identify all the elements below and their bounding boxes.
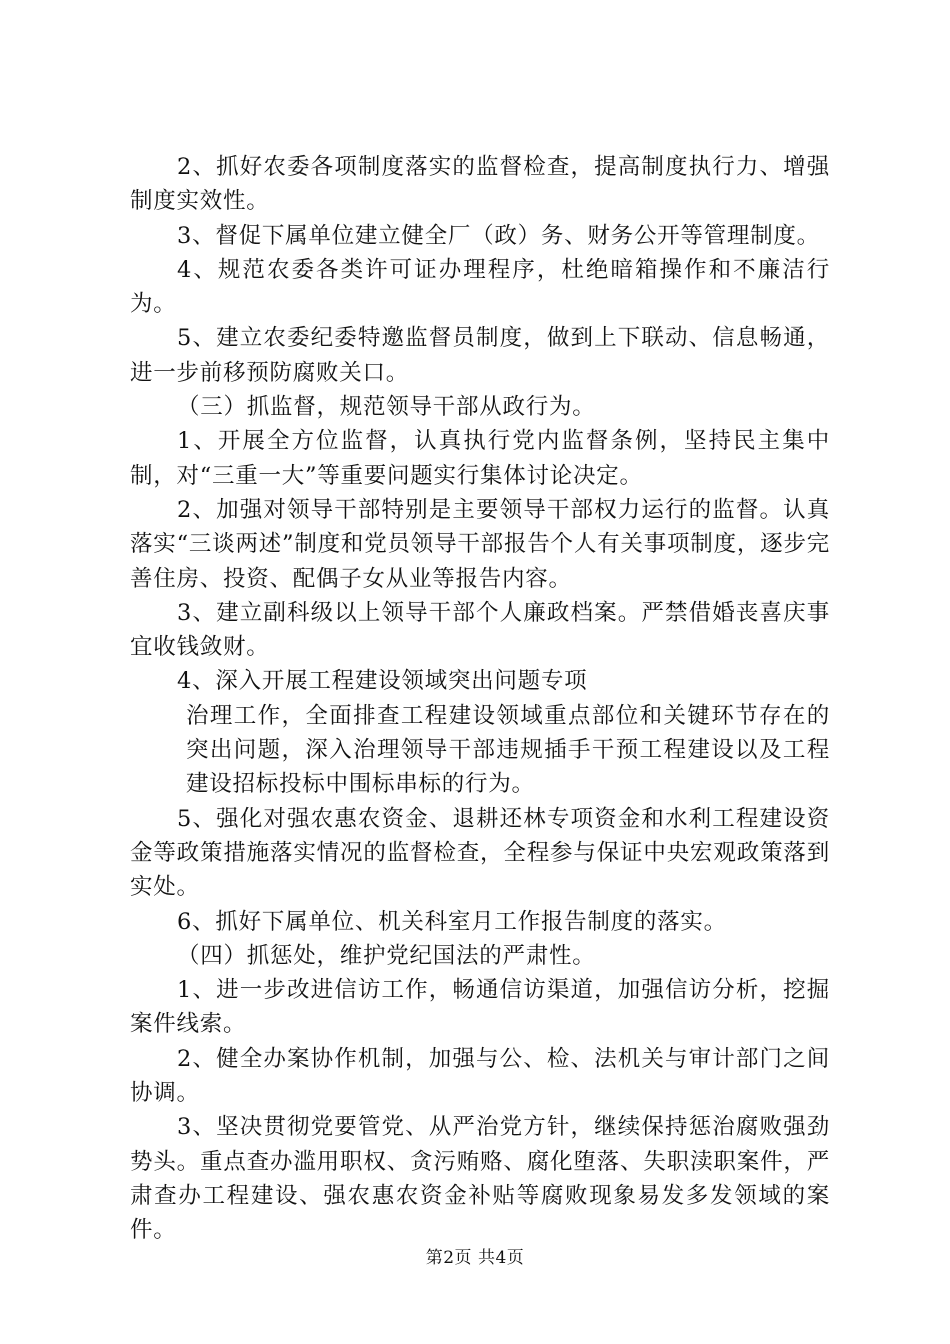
section-heading: （四）抓惩处，维护党纪国法的严肃性。 (177, 942, 596, 969)
paragraph: 4、深入开展工程建设领域突出问题专项 (177, 668, 588, 695)
page-number-footer: 第2页 共4页 (425, 1248, 525, 1268)
paragraph: 3、督促下属单位建立健全厂（政）务、财务公开等管理制度。 (177, 222, 820, 249)
paragraph: 2、健全办案协作机制，加强与公、检、法机关与审计部门之间协调。 (130, 1045, 830, 1107)
paragraph: 5、强化对强农惠农资金、退耕还林专项资金和水利工程建设资金等政策措施落实情况的监督检查，全程参与保证中央宏观政策落到实处。 (130, 805, 830, 901)
paragraph: 1、开展全方位监督，认真执行党内监督条例，坚持民主集中制，对“三重一大”等重要问题实行集体讨论决定。 (130, 428, 830, 489)
paragraph: 1、进一步改进信访工作，畅通信访渠道，加强信访分析，挖掘案件线索。 (130, 977, 830, 1038)
section-heading: （三）抓监督，规范领导干部从政行为。 (177, 394, 596, 421)
document-body (130, 150, 830, 1248)
paragraph: 3、建立副科级以上领导干部个人廉政档案。严禁借婚丧喜庆事宜收钱敛财。 (130, 599, 830, 661)
paragraph: 2、加强对领导干部特别是主要领导干部权力运行的监督。认真落实“三谈两述”制度和党员领导干部报告个人有关事项制度，逐步完善住房、投资、配偶子女从业等报告内容。 (130, 496, 830, 592)
paragraph: 3、坚决贯彻党要管党、从严治党方针，继续保持惩治腐败强劲势头。重点查办滥用职权、贪污贿赂、腐化堕落、失职渎职案件，严肃查办工程建设、强农惠农资金补贴等腐败现象易发多发领域的案件。 (130, 1114, 830, 1244)
paragraph: 2、抓好农委各项制度落实的监督检查，提高制度执行力、增强制度实效性。 (130, 154, 830, 215)
paragraph: 4、规范农委各类许可证办理程序，杜绝暗箱操作和不廉洁行为。 (130, 256, 830, 318)
paragraph: 5、建立农委纪委特邀监督员制度，做到上下联动、信息畅通，进一步前移预防腐败关口。 (130, 325, 830, 386)
paragraph: 6、抓好下属单位、机关科室月工作报告制度的落实。 (177, 908, 727, 935)
paragraph-continuation: 治理工作，全面排查工程建设领域重点部位和关键环节存在的突出问题，深入治理领导干部违规插手干预工程建设以及工程建设招标投标中围标串标的行为。 (186, 702, 830, 798)
